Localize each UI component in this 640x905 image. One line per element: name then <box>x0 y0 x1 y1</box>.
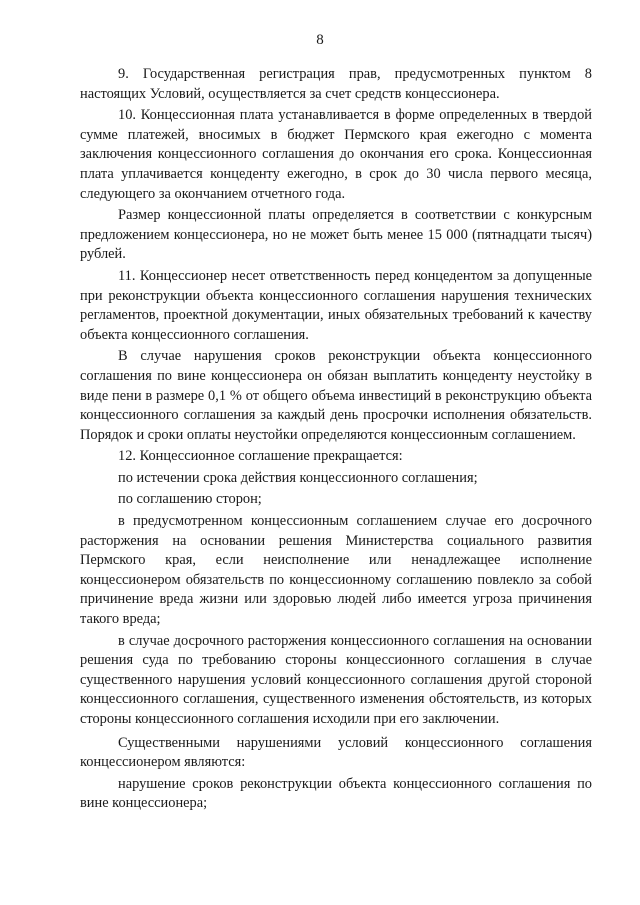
clause-10: 10. Концессионная плата устанавливается в форме определенных в твердой сумме платежей, вносимых в бюджет Пермского края ежегодно с момента заключения концессионного соглашения до окончания его срока. Концессионная плата уплачивается концеденту ежегодно, в срок до 30 числа первого месяца, следующего за окончанием отчетного года. <box>80 107 592 202</box>
concession-fee-amount: Размер концессионной платы определяется в соответствии с конкурсным предложением концессионера, но не может быть менее 15 000 (пятнадцати тысяч) рублей. <box>80 207 592 263</box>
termination-item-court: в случае досрочного расторжения концессионного соглашения на основании решения суда по требованию стороны концессионного соглашения в случае существенного нарушения условий концессионного соглашения другой стороной концессионного соглашения, существенного изменения обстоятельств, из которых стороны концессионного соглашения исходили при его заключении. <box>80 632 592 727</box>
penalty-paragraph: В случае нарушения сроков реконструкции объекта концессионного соглашения по вине концессионера он обязан выплатить концеденту неустойку в виде пени в размере 0,1 % от общего объема инвестиций в реконструкцию объекта концессионного соглашения за каждый день просрочки исполнения обязательств. Порядок и сроки оплаты неустойки определяются концессионным соглашением. <box>80 348 592 443</box>
document-body <box>80 65 592 816</box>
page-number: 8 <box>316 32 324 48</box>
termination-item-agreement: по соглашению сторон; <box>118 491 262 508</box>
material-breaches-heading: Существенными нарушениями условий концессионного соглашения концессионером являются: <box>80 734 592 771</box>
termination-item-expiry: по истечении срока действия концессионного соглашения; <box>118 469 478 486</box>
clause-12: 12. Концессионное соглашение прекращается: <box>118 448 403 465</box>
material-breach-item-deadline: нарушение сроков реконструкции объекта концессионного соглашения по вине концессионера; <box>80 775 592 812</box>
termination-item-ministry: в предусмотренном концессионным соглашением случае его досрочного расторжения на основании решения Министерства социального развития Пермского края, если неисполнение или ненадлежащее исполнение концессионером обязательств по концессионному соглашению повлекло за собой причинение вреда жизни или здоровью людей либо имеется угроза причинения такого вреда; <box>80 513 592 628</box>
clause-11: 11. Концессионер несет ответственность перед концедентом за допущенные при реконструкции объекта концессионного соглашения нарушения технических регламентов, проектной документации, иных обязательных требований к качеству объекта концессионного соглашения. <box>80 267 592 343</box>
clause-9: 9. Государственная регистрация прав, предусмотренных пунктом 8 настоящих Условий, осуществляется за счет средств концессионера. <box>80 66 592 102</box>
